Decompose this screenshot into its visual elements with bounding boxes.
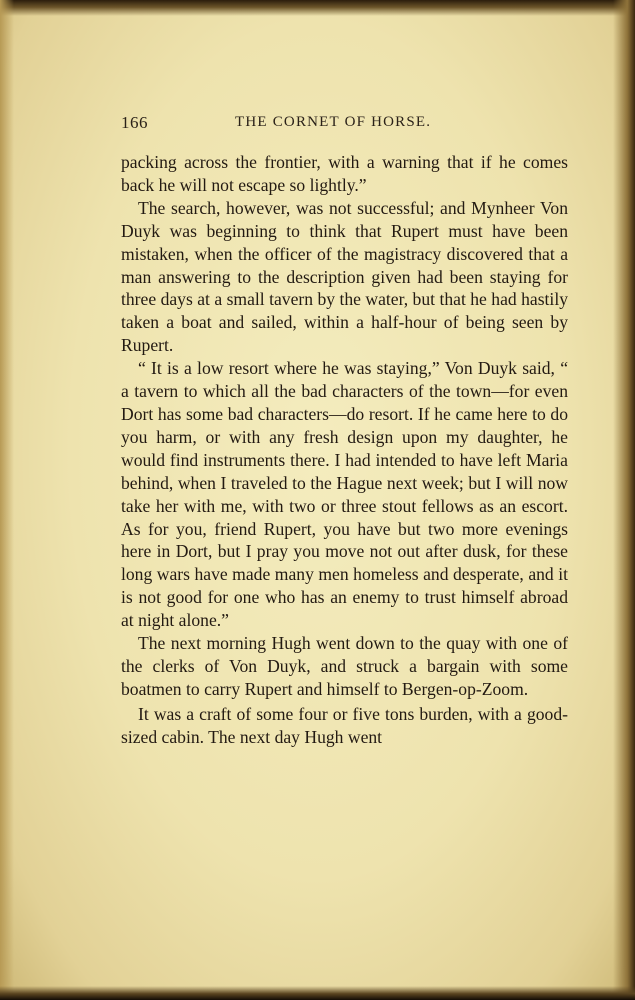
page-bottom-shadow — [0, 986, 635, 1000]
page-number: 166 — [121, 113, 148, 132]
paragraph-5: It was a craft of some four or five tons burden, with a good-sized cabin. The next day Hugh went — [121, 703, 568, 747]
paragraph-2: The search, however, was not successful; and Mynheer Von Duyk was beginning to think that Rupert must have been mistaken, when the officer of the magistracy discovered that a man answering to the description given had been staying for three days at a small tavern by the water, but that he had hastily taken a boat and sailed, within a half-hour of being seen by Rupert. — [121, 197, 568, 356]
page-right-edge-shadow — [613, 0, 635, 1000]
running-head — [121, 113, 568, 135]
paragraph-3: “ It is a low resort where he was staying,” Von Duyk said, “ a tavern to which all the bad characters of the town—for even Dort has some bad characters—do resort. If he came here to do you harm, or with any fresh design upon my daughter, he would find instruments there. I had intended to have left Maria behind, when I traveled to the Hague next week; but I will now take her with me, with two or three stout fellows as an escort. As for you, friend Rupert, you have but two more evenings here in Dort, but I pray you move not out after dusk, for these long wars have made many men homeless and desperate, and it is not good for one who has an enemy to trust himself abroad at night alone.” — [121, 358, 568, 631]
paragraph-4: The next morning Hugh went down to the quay with one of the clerks of Von Duyk, and struck a bargain with some boatmen to carry Rupert and himself to Bergen-op-Zoom. — [121, 633, 568, 699]
running-title: THE CORNET OF HORSE. — [235, 114, 432, 130]
page-left-edge — [0, 0, 14, 1000]
body-text — [121, 151, 568, 749]
page-top-shadow — [0, 0, 635, 16]
paragraph-1: packing across the frontier, with a warning that if he comes back he will not escape so lightly.” — [121, 152, 568, 195]
